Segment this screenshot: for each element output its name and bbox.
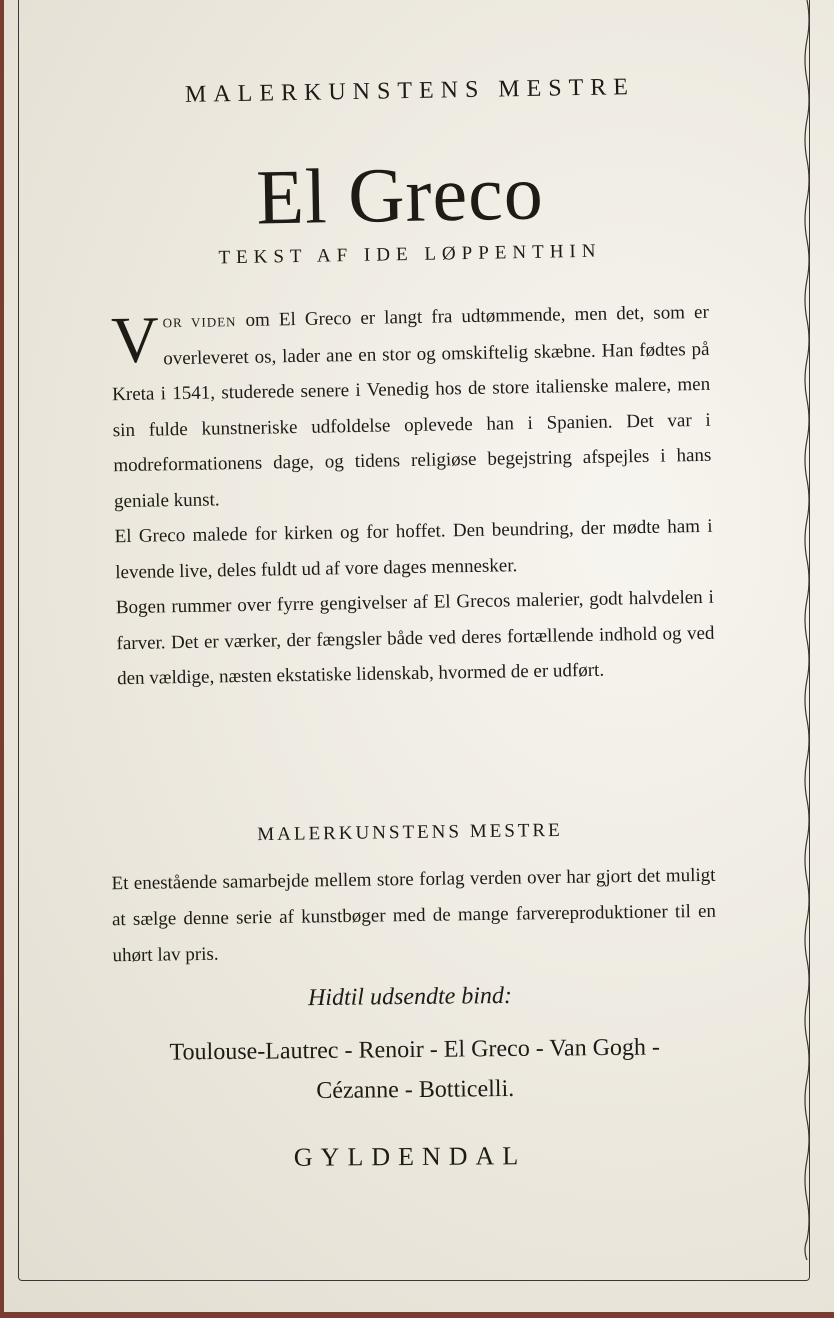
series-name-top: MALERKUNSTENS MESTRE <box>184 74 636 108</box>
published-volumes <box>100 1027 731 1114</box>
intro-smallcaps: OR VIDEN <box>162 314 237 331</box>
published-heading: Hidtil udsendte bind: <box>307 982 513 1012</box>
volumes-line-2: Cézanne - Botticelli. <box>316 1075 515 1105</box>
volumes-line-1: Toulouse-Lautrec - Renoir - El Greco - Van Gogh - <box>169 1034 661 1066</box>
description-body <box>111 295 716 697</box>
intro-text: om El Greco er langt fra udtømmende, men det, som er overleveret os, lader ane en stor og omskiftelig skæbne. Han fødtes på Kreta i 1541, studerede senere i Venedig hos de store italienske malere, men sin fulde kunstneriske udfoldelse oplevede han i Spanien. Det var i modreformationens dage, og tidens religiøse begejstring afspejles i hans geniale kunst. <box>112 301 712 512</box>
book-title: El Greco <box>255 148 545 241</box>
series-heading: MALERKUNSTENS MESTRE <box>257 819 563 846</box>
series-description: Et enestående samarbejde mellem store forlag verden over har gjort det muligt at sælge denne serie af kunstbøger med de mange farvereproduktioner til en uhørt lav pris. <box>111 864 717 967</box>
publisher-name: GYLDENDAL <box>293 1141 527 1172</box>
author-byline: TEKST AF IDE LØPPENTHIN <box>218 240 602 269</box>
paragraph-3: Bogen rummer over fyrre gengivelser af El Grecos malerier, godt halvdelen i farver. Det er værker, der fængsler både ved deres fortællende indhold og ved den vældige, næsten ekstatiske lidenskab, hvormed de er udført. <box>115 586 715 690</box>
intro-paragraph <box>111 295 713 519</box>
paragraph-2: El Greco malede for kirken og for hoffet. Den beundring, der mødte ham i levende live, deles fuldt ud af vore dages mennesker. <box>114 515 713 583</box>
drop-cap: V <box>110 303 160 378</box>
